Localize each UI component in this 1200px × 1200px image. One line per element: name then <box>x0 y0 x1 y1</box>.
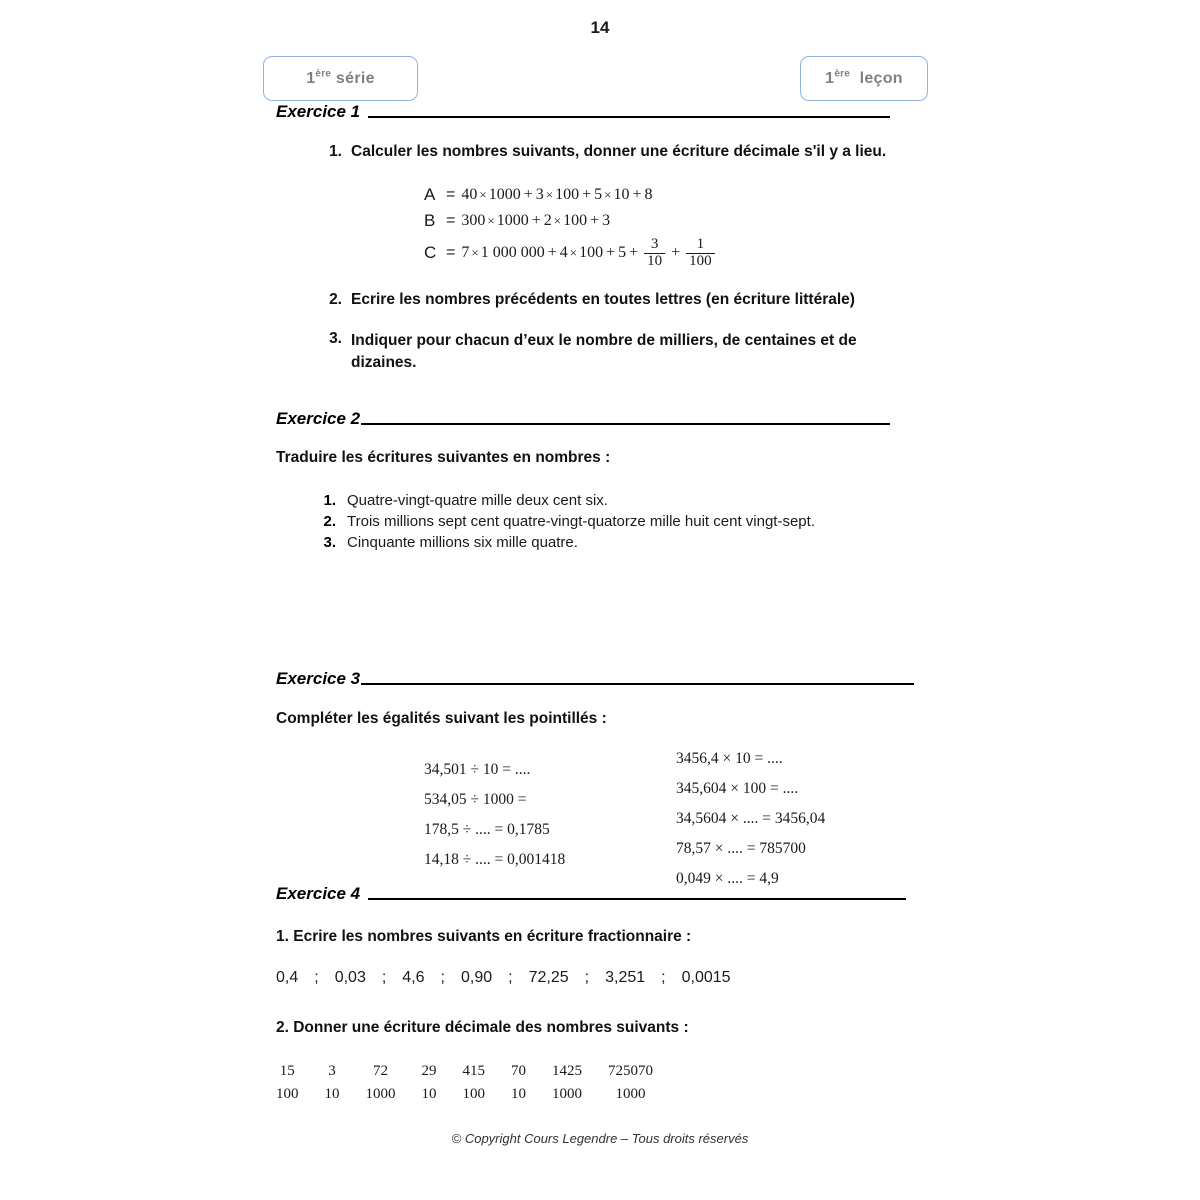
fraction-cell <box>422 1060 437 1107</box>
badge-lecon-prefix: 1 <box>825 69 835 87</box>
exercise-3-right-column <box>676 750 825 900</box>
equation-line: 534,05 ÷ 1000 = <box>424 791 527 808</box>
list-item-label: Indiquer pour chacun d’eux le nombre de milliers, de centaines et de dizaines. <box>351 332 857 371</box>
operator: × <box>471 244 479 260</box>
exercise-3-rule <box>361 683 914 685</box>
exercise-1-title: Exercice 1 <box>276 102 361 121</box>
fraction-denominator: 10 <box>421 1086 437 1103</box>
list-item-label: Trois millions sept cent quatre-vingt-quatorze mille huit cent vingt-sept. <box>347 513 815 530</box>
term: 300 <box>461 212 486 229</box>
operator: × <box>479 187 487 202</box>
fraction-cell <box>608 1060 653 1107</box>
formula-a-expression <box>461 186 652 204</box>
fraction-numerator: 725070 <box>608 1063 653 1079</box>
term: 10 <box>613 186 630 203</box>
decimal-value: 3,251 <box>605 969 646 986</box>
fraction-denominator: 1000 <box>552 1086 582 1103</box>
list-item <box>322 291 922 309</box>
exercise-2-prompt: Traduire les écritures suivantes en nombres : <box>276 449 611 466</box>
formula-b-label: B <box>424 211 436 230</box>
formula-a-equals: = <box>446 186 456 203</box>
fraction-denominator: 10 <box>511 1086 526 1103</box>
list-item <box>322 330 922 374</box>
fraction-denominator: 100 <box>276 1086 299 1103</box>
term: 5 <box>618 243 627 261</box>
operator: × <box>553 213 562 228</box>
list-item-label: Quatre-vingt-quatre mille deux cent six. <box>347 492 608 509</box>
separator: ; <box>381 969 387 986</box>
fraction-cell <box>552 1060 582 1107</box>
term: 1000 <box>488 186 521 203</box>
exercise-4-rule <box>368 898 906 900</box>
exercise-2-heading <box>276 405 890 427</box>
equation-line: 3456,4 × 10 = .... <box>676 750 783 767</box>
equation-line: 78,57 × .... = 785700 <box>676 840 806 857</box>
term: 3 <box>602 212 611 229</box>
list-item <box>316 513 956 530</box>
exercise-3-heading <box>276 665 914 687</box>
fraction-cell <box>276 1060 299 1107</box>
decimal-value: 0,03 <box>334 969 366 986</box>
fraction-numerator: 1425 <box>552 1063 582 1079</box>
term: 100 <box>563 212 588 229</box>
separator: ; <box>440 969 445 986</box>
fraction-numerator: 1 <box>696 236 705 252</box>
formula-b-equals: = <box>446 212 456 229</box>
formula-c-expression <box>461 237 717 270</box>
fraction-cell <box>463 1060 486 1107</box>
equation-line: 14,18 ÷ .... = 0,001418 <box>424 851 566 868</box>
decimal-value: 0,4 <box>276 969 299 986</box>
copyright-footer: © Copyright Cours Legendre – Tous droits réservés <box>451 1131 749 1146</box>
operator: × <box>487 213 495 228</box>
fraction-denominator: 10 <box>324 1086 340 1103</box>
formula-b-expression <box>461 212 610 230</box>
exercise-2-title: Exercice 2 <box>276 409 361 428</box>
list-item-label: Calculer les nombres suivants, donner une écriture décimale s'il y a lieu. <box>351 143 887 160</box>
decimal-value: 0,0015 <box>681 969 731 986</box>
separator: ; <box>314 969 319 986</box>
formula-c-equals: = <box>446 244 456 262</box>
operator: + <box>523 186 533 203</box>
fraction-denominator: 100 <box>686 253 715 270</box>
term: 40 <box>461 186 478 203</box>
list-item-number: 2. <box>323 513 336 530</box>
term: 2 <box>543 212 552 229</box>
fraction-one-hundredth <box>686 237 715 270</box>
separator: ; <box>508 969 513 986</box>
exercise-4-heading <box>276 880 906 902</box>
fraction-numerator: 3 <box>328 1063 336 1079</box>
term: 8 <box>644 186 653 203</box>
fraction-cell <box>511 1060 526 1107</box>
list-item <box>316 492 956 509</box>
formula-a <box>424 185 718 205</box>
decimal-value: 72,25 <box>528 969 569 986</box>
exercise-3-prompt: Compléter les égalités suivant les pointillés : <box>276 710 607 727</box>
fraction-denominator: 1000 <box>615 1086 646 1103</box>
equation-line: 178,5 ÷ .... = 0,1785 <box>424 821 550 838</box>
decimal-value: 4,6 <box>402 969 425 986</box>
list-item-number: 3. <box>323 534 336 551</box>
decimal-value: 0,90 <box>461 969 493 986</box>
term: 100 <box>579 243 604 261</box>
badge-lecon <box>800 56 928 101</box>
page-number: 14 <box>590 18 610 37</box>
fraction-numerator: 3 <box>650 236 659 252</box>
list-item <box>316 534 956 551</box>
formula-c-label: C <box>424 243 437 263</box>
operator: + <box>582 186 592 203</box>
badge-lecon-sup: ère <box>834 68 851 80</box>
badge-serie-sup: ère <box>315 68 332 80</box>
equation-line: 34,5604 × .... = 3456,04 <box>676 810 826 827</box>
equation-line: 0,049 × .... = 4,9 <box>676 870 779 887</box>
fraction-numerator: 415 <box>462 1063 485 1079</box>
exercise-2-list <box>316 492 956 555</box>
list-item-number: 2. <box>329 291 342 308</box>
fraction-cell <box>325 1060 340 1107</box>
exercise-3-title: Exercice 3 <box>276 669 361 688</box>
exercise-1-formulas <box>424 185 718 276</box>
exercise-4-title: Exercice 4 <box>276 884 361 903</box>
operator: + <box>547 243 557 261</box>
term: 7 <box>461 243 470 261</box>
formula-b <box>424 211 718 231</box>
list-item-label: Cinquante millions six mille quatre. <box>347 534 578 551</box>
fraction-denominator: 10 <box>644 253 665 270</box>
list-item <box>322 143 922 161</box>
exercise-1-heading <box>276 98 890 120</box>
fraction-numerator: 72 <box>373 1063 388 1079</box>
operator: + <box>606 243 616 261</box>
badge-lecon-label: leçon <box>859 69 903 87</box>
operator: × <box>545 187 554 202</box>
exercise-3-left-column <box>424 761 565 881</box>
list-item-number: 3. <box>329 330 342 347</box>
operator: + <box>671 243 681 261</box>
exercise-1-rule <box>368 116 890 118</box>
term: 5 <box>594 186 603 203</box>
fraction-numerator: 70 <box>511 1063 526 1079</box>
fraction-numerator: 29 <box>421 1063 437 1079</box>
operator: × <box>604 187 612 202</box>
operator: + <box>632 186 642 203</box>
list-item-label: Ecrire les nombres précédents en toutes lettres (en écriture littérale) <box>351 291 855 308</box>
list-item-number: 1. <box>329 143 342 160</box>
fraction-three-tenths <box>644 237 665 270</box>
term: 1000 <box>496 212 529 229</box>
term: 4 <box>559 243 568 261</box>
badge-serie-label: série <box>335 69 375 87</box>
operator: + <box>590 212 600 229</box>
separator: ; <box>661 969 666 986</box>
badge-lecon-text <box>825 70 903 88</box>
formula-a-label: A <box>424 185 436 204</box>
term: 3 <box>535 186 544 203</box>
formula-c <box>424 237 718 270</box>
exercise-4-fraction-list <box>276 1060 679 1107</box>
fraction-denominator: 100 <box>462 1086 485 1103</box>
fraction-numerator: 15 <box>279 1063 295 1079</box>
separator: ; <box>584 969 590 986</box>
operator: + <box>531 212 541 229</box>
operator: + <box>629 243 639 261</box>
exercise-4-decimal-list <box>276 969 731 987</box>
fraction-denominator: 1000 <box>365 1086 396 1103</box>
list-item-number: 1. <box>323 492 336 509</box>
fraction-cell <box>366 1060 396 1107</box>
term: 100 <box>555 186 580 203</box>
equation-line: 345,604 × 100 = .... <box>676 780 799 797</box>
exercise-4-question-2: 2. Donner une écriture décimale des nombres suivants : <box>276 1019 689 1036</box>
exercise-2-rule <box>361 423 890 425</box>
badge-serie <box>263 56 418 101</box>
term: 1 000 000 <box>480 243 545 261</box>
equation-line: 34,501 ÷ 10 = .... <box>424 761 531 778</box>
badge-serie-prefix: 1 <box>306 69 316 87</box>
badge-serie-text <box>306 70 375 88</box>
exercise-4-question-1: 1. Ecrire les nombres suivants en écriture fractionnaire : <box>276 928 692 945</box>
operator: × <box>569 244 578 260</box>
